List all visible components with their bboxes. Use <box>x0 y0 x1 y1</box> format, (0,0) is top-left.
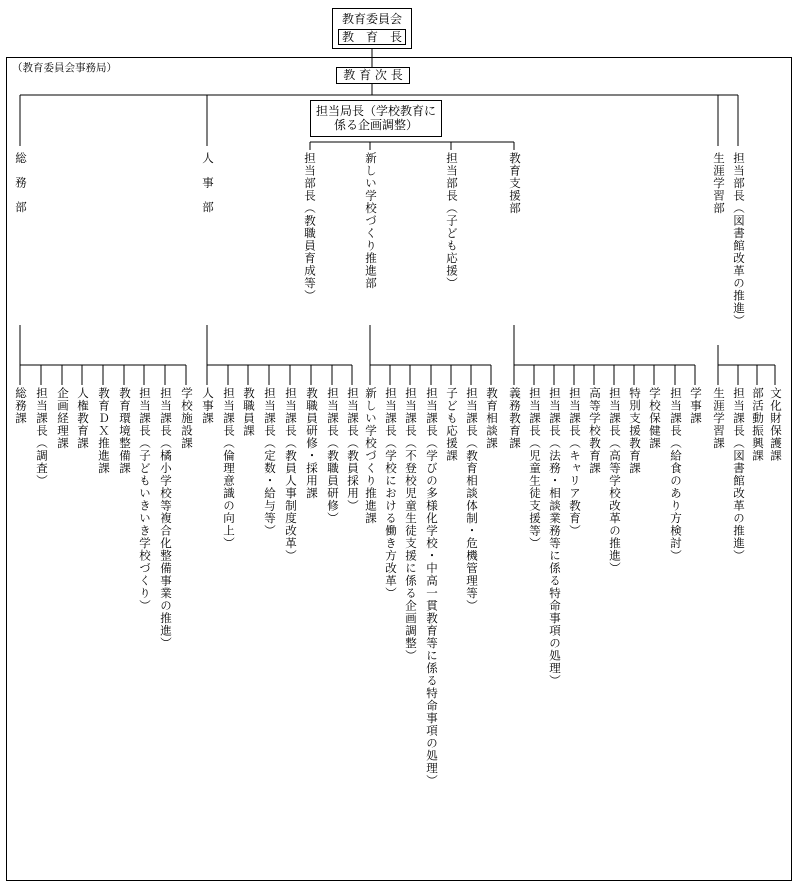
dept-atarashii-gakko: 新しい学校づくり推進部 <box>364 152 378 290</box>
section-shien-3: 担当課長（キャリア教育） <box>568 387 582 537</box>
section-atarashii-5: 担当課長（教育相談体制・危機管理等） <box>465 387 479 612</box>
director-box <box>310 100 442 137</box>
dept-shogai-gakushu: 生涯学習部 <box>712 152 726 215</box>
section-shogai-0: 生涯学習課 <box>712 387 726 450</box>
section-somu-0: 総務課 <box>14 387 28 425</box>
section-atarashii-6: 教育相談課 <box>485 387 499 450</box>
dept-kyoiku-shien: 教育支援部 <box>508 152 522 215</box>
director-line-1: 担当局長（学校教育に <box>315 104 436 118</box>
dept-tanto-kodomo: 担当部長（子ども応援） <box>445 152 459 290</box>
section-jinji-3: 担当課長（定数・給与等） <box>263 387 277 537</box>
dept-somu: 総務部 <box>14 152 28 226</box>
section-jinji-1: 担当課長（倫理意識の向上） <box>222 387 236 550</box>
section-atarashii-0: 新しい学校づくり推進課 <box>364 387 378 525</box>
board-box <box>332 8 412 49</box>
section-atarashii-1: 担当課長（学校における働き方改革） <box>384 387 398 600</box>
section-somu-1: 担当課長（調査） <box>35 387 49 487</box>
section-somu-7: 担当課長（橘小学校等複合化整備事業の推進） <box>159 387 173 650</box>
section-somu-6: 担当課長（子どもいきいき学校づくり） <box>138 387 152 612</box>
dept-tanto-kyoshokuin: 担当部長（教職員育成等） <box>303 152 317 302</box>
section-shien-4: 高等学校教育課 <box>588 387 602 475</box>
section-atarashii-4: 子ども応援課 <box>445 387 459 462</box>
section-shien-5: 担当課長（高等学校改革の推進） <box>608 387 622 575</box>
section-somu-3: 人権教育課 <box>76 387 90 450</box>
section-somu-4: 教育ＤＸ推進課 <box>97 387 111 475</box>
section-shien-7: 学校保健課 <box>648 387 662 450</box>
deputy-box: 教 育 次 長 <box>336 67 410 84</box>
section-jinji-5: 教職員研修・採用課 <box>305 387 319 500</box>
board-title: 教育委員会 <box>341 12 402 26</box>
section-jinji-4: 担当課長（教員人事制度改革） <box>284 387 298 562</box>
section-shogai-2: 部活動振興課 <box>751 387 765 462</box>
section-jinji-0: 人事課 <box>201 387 215 425</box>
section-somu-2: 企画経理課 <box>56 387 70 450</box>
section-shogai-1: 担当課長（図書館改革の推進） <box>732 387 746 562</box>
director-line-2: 係る企画調整） <box>333 118 418 132</box>
dept-tanto-toshokan: 担当部長（図書館改革の推進） <box>732 152 746 327</box>
section-shien-8: 担当課長（給食のあり方検討） <box>669 387 683 562</box>
section-atarashii-2: 担当課長（不登校児童生徒支援に係る企画調整） <box>404 387 418 662</box>
section-shogai-3: 文化財保護課 <box>769 387 783 462</box>
section-jinji-2: 教職員課 <box>242 387 256 437</box>
section-shien-2: 担当課長（法務・相談業務等に係る特命事項の処理） <box>548 387 562 687</box>
section-shien-6: 特別支援教育課 <box>628 387 642 475</box>
secretariat-label: （教育委員会事務局） <box>12 62 117 74</box>
section-shien-9: 学事課 <box>689 387 703 425</box>
section-atarashii-3: 担当課長（学びの多様化学校・中高一貫教育等に係る特命事項の処理） <box>425 387 439 787</box>
superintendent-box: 教 育 長 <box>338 29 406 45</box>
section-jinji-7: 担当課長（教員採用） <box>346 387 360 512</box>
section-somu-8: 学校施設課 <box>180 387 194 450</box>
section-shien-1: 担当課長（児童生徒支援等） <box>528 387 542 550</box>
dept-jinji: 人事部 <box>201 152 215 226</box>
section-shien-0: 義務教育課 <box>508 387 522 450</box>
section-jinji-6: 担当課長（教職員研修） <box>326 387 340 525</box>
section-somu-5: 教育環境整備課 <box>118 387 132 475</box>
